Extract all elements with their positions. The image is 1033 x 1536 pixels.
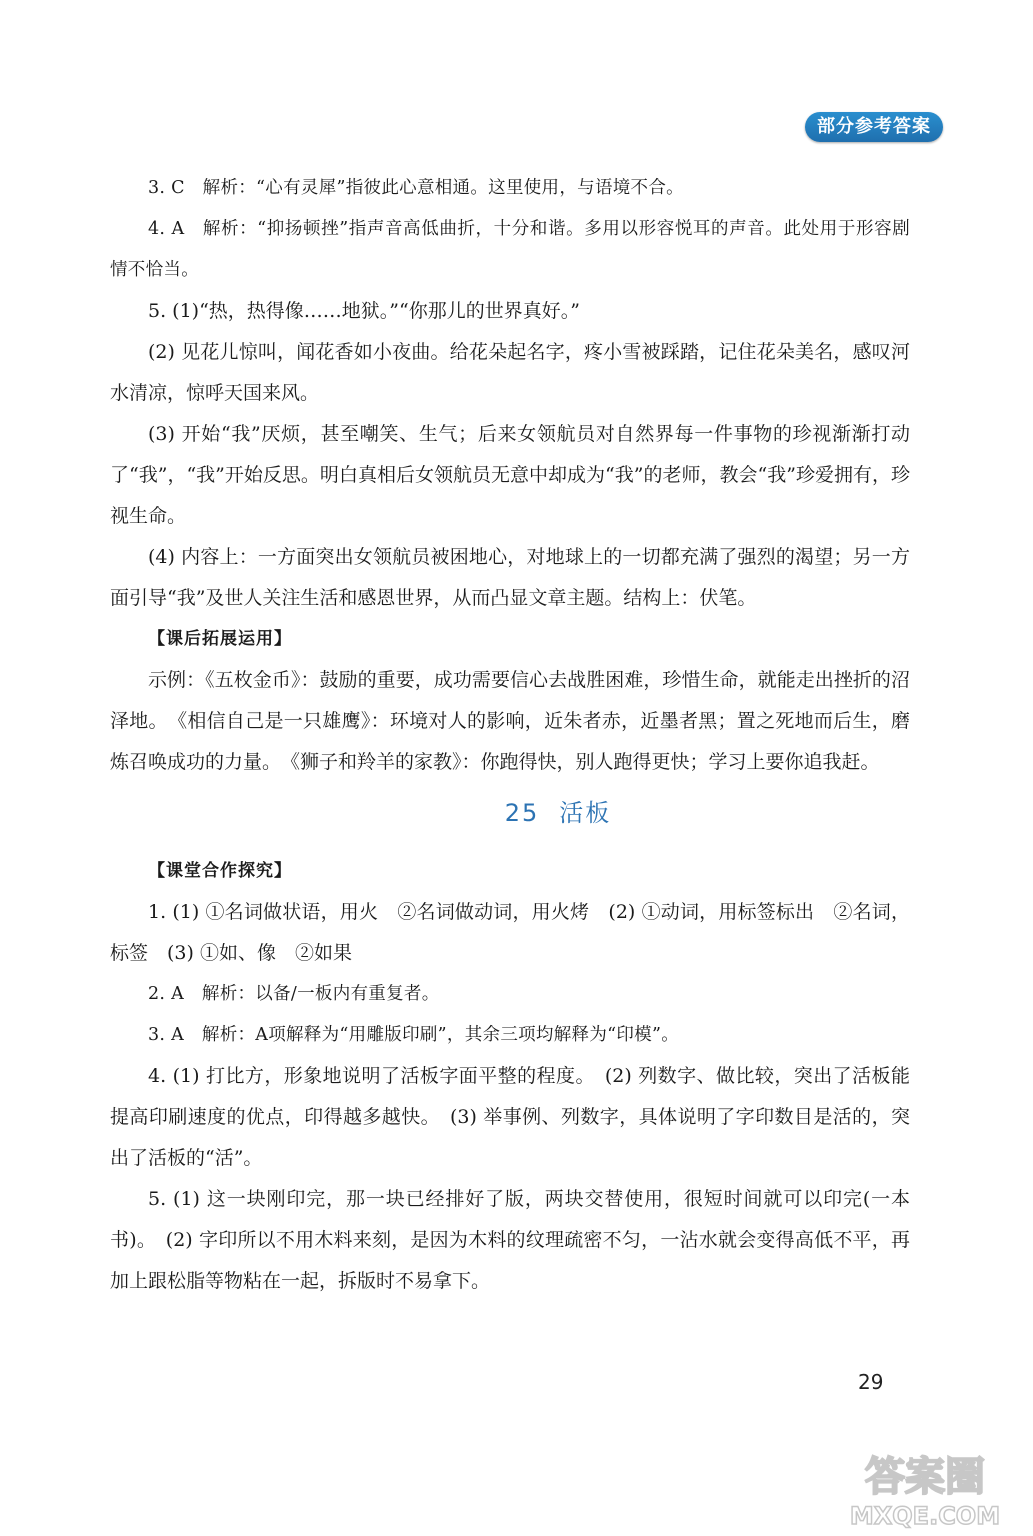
lesson-answer-2: 2. A 解析：以备/一板内有重复者。	[148, 984, 440, 1004]
page-number: 29	[858, 1370, 884, 1394]
answer-5-3: (3) 开始“我”厌烦，甚至嘲笑、生气；后来女领航员对自然界每一件事物的珍视渐渐打动了“我”，“我”开始反思。明白真相后女领航员无意中却成为“我”的老师，教会“我”珍爱拥有，珍视生命。	[110, 423, 910, 527]
watermark-url-text: MXQE.COM	[849, 1502, 1001, 1530]
lesson-answer-4: 4. (1) 打比方，形象地说明了活板字面平整的程度。 (2) 列数字、做比较，突出了活板能提高印刷速度的优点，印得越多越快。 (3) 举事例、列数字，具体说明了字印数目是活的，突出了活板的“活”。	[110, 1065, 910, 1169]
answer-5-1: 5. (1)“热，热得像……地狱。”“你那儿的世界真好。”	[148, 300, 580, 322]
after-class-example: 示例：《五枚金币》：鼓励的重要，成功需要信心去战胜困难，珍惜生命，就能走出挫折的沼泽地。 《相信自己是一只雄鹰》：环境对人的影响，近朱者赤，近墨者黑；置之死地而后生，磨炼召唤成功的力量。 《狮子和羚羊的家教》：你跑得快，别人跑得更快；学习上要你追我赶。	[110, 669, 910, 773]
watermark-logo-text: 答案圈	[865, 1454, 985, 1500]
answer-section-badge: 部分参考答案	[805, 112, 943, 142]
lesson-number: 25	[504, 799, 540, 827]
answer-4: 4. A 解析：“抑扬顿挫”指声音高低曲折，十分和谐。多用以形容悦耳的声音。此处用于形容剧情不恰当。	[110, 219, 910, 280]
watermark-logo	[830, 1440, 1020, 1530]
answer-5-2: (2) 见花儿惊叫，闻花香如小夜曲。给花朵起名字，疼小雪被踩踏，记住花朵美名，感叹河水清凉，惊呼天国来风。	[110, 341, 910, 404]
answer-3: 3. C 解析：“心有灵犀”指彼此心意相通。这里使用，与语境不合。	[148, 178, 684, 198]
lesson-answer-1: 1. (1) ①名词做状语，用火 ②名词做动词，用火烤 (2) ①动词，用标签标出 ②名词，标签 (3) ①如、像 ②如果	[110, 901, 910, 964]
lesson-answer-5: 5. (1) 这一块刚印完，那一块已经排好了版，两块交替使用，很短时间就可以印完(一本书)。 (2) 字印所以不用木料来刻，是因为木料的纹理疏密不匀，一沾水就会变得高低不平，再加上跟松脂等物粘在一起，拆版时不易拿下。	[110, 1188, 910, 1292]
lesson-name: 活板	[559, 799, 612, 827]
answer-content	[110, 168, 910, 1302]
lesson-title	[110, 783, 910, 851]
section-heading-after-class: 【课后拓展运用】	[148, 629, 292, 649]
answer-5-4: (4) 内容上：一方面突出女领航员被困地心，对地球上的一切都充满了强烈的渴望；另一方面引导“我”及世人关注生活和感恩世界，从而凸显文章主题。结构上：伏笔。	[110, 546, 910, 609]
section-heading-classroom: 【课堂合作探究】	[148, 861, 292, 881]
lesson-answer-3: 3. A 解析：A项解释为“用雕版印刷”，其余三项均解释为“印模”。	[148, 1025, 680, 1045]
